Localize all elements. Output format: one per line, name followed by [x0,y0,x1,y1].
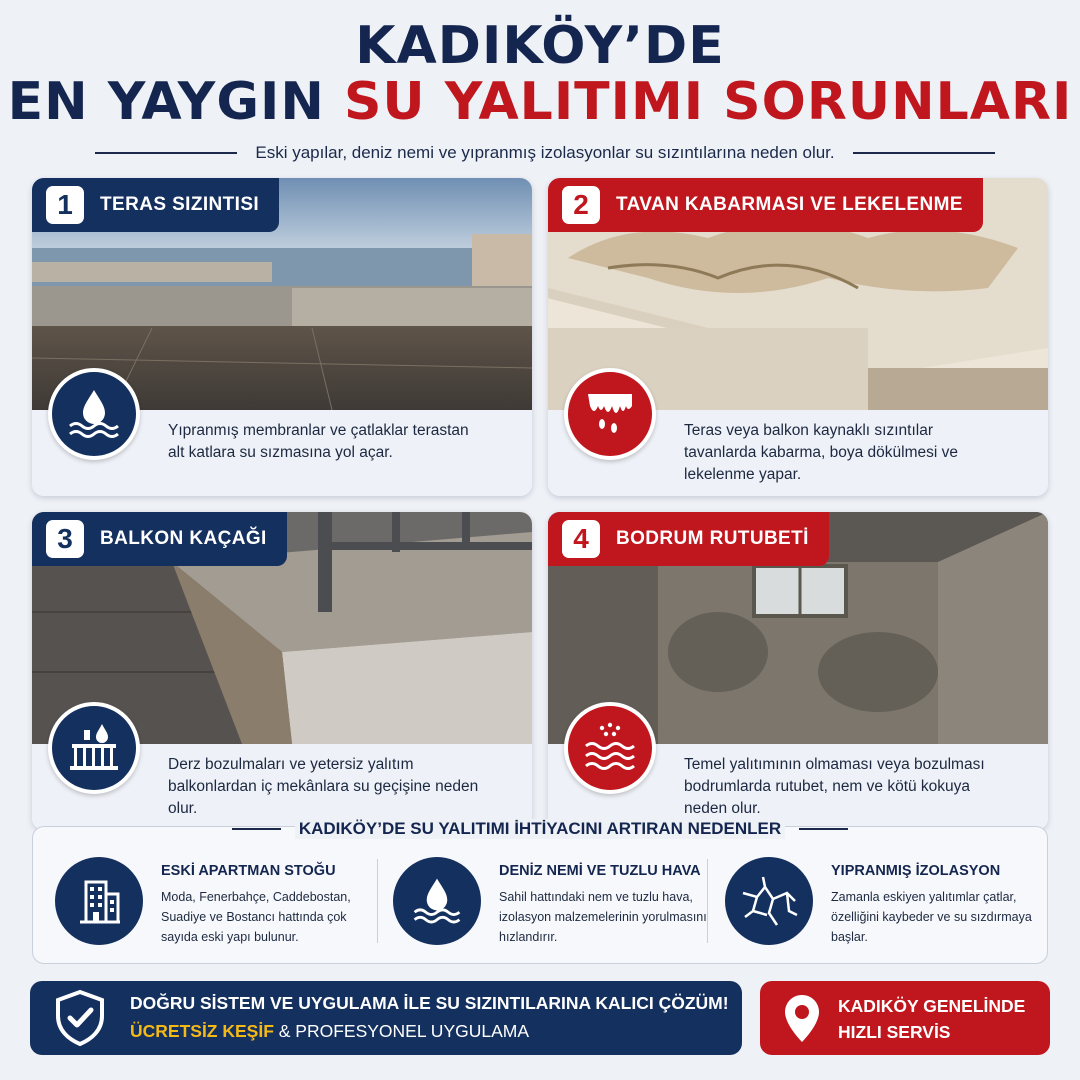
problem-card-balkon [32,512,532,830]
reason-text: Zamanla eskiyen yalıtımlar çatlar, özelliğini kaybeder ve su sızdırmaya başlar. [831,890,1032,944]
card-title: BODRUM RUTUBETİ [616,528,809,549]
card-title: TAVAN KABARMASI VE LEKELENME [616,194,963,215]
card-text: Derz bozulmaları ve yetersiz yalıtım balkonlardan iç mekânlara su geçişine neden olur. [168,756,479,817]
reason-item-izolasyon [725,857,1045,957]
subtitle-row [95,141,995,165]
cta-free-discovery: ÜCRETSİZ KEŞİF [130,1021,274,1041]
reasons-panel [32,826,1048,964]
card-number: 2 [562,186,600,224]
cta-line2 [130,1021,529,1042]
service-text [838,993,1025,1045]
apartment-building-icon [55,857,143,945]
card-badge [548,512,829,566]
card-badge [32,178,279,232]
cracked-surface-icon [725,857,813,945]
reasons-title: KADIKÖY’DE SU YALITIMI İHTİYACINI ARTIRAN NEDENLER [295,819,785,839]
card-number: 4 [562,520,600,558]
subtitle-rule-left [95,152,237,154]
cta-line2-rest: & PROFESYONEL UYGULAMA [273,1021,530,1041]
page-title-line2 [0,72,1080,132]
card-text: Teras veya balkon kaynaklı sızıntılar tavanlarda kabarma, boya dökülmesi ve lekelenme yapar. [684,422,958,483]
water-drop-waves-icon [393,857,481,945]
problem-card-bodrum [548,512,1048,830]
water-drop-waves-icon [48,368,140,460]
reason-title: ESKİ APARTMAN STOĞU [161,863,336,879]
card-text: Yıpranmış membranlar ve çatlaklar terastan alt katlara su sızmasına yol açar. [168,422,469,461]
service-line2: HIZLI SERVİS [838,1022,951,1042]
location-pin-icon [782,993,822,1050]
card-number: 1 [46,186,84,224]
subtitle: Eski yapılar, deniz nemi ve yıpranmış izolasyonlar su sızıntılarına neden olur. [255,143,835,162]
problem-card-teras [32,178,532,496]
reason-item-deniz-nemi [393,857,713,957]
card-badge [548,178,983,232]
card-number: 3 [46,520,84,558]
service-banner[interactable] [760,981,1050,1055]
reason-divider [707,859,708,943]
reason-divider [377,859,378,943]
shield-check-icon [52,989,108,1052]
reason-title: DENİZ NEMİ VE TUZLU HAVA [499,863,701,879]
problem-card-tavan [548,178,1048,496]
service-line1: KADIKÖY GENELİNDE [838,996,1026,1016]
card-title: TERAS SIZINTISI [100,194,260,215]
reason-text: Moda, Fenerbahçe, Caddebostan, Suadiye ve Bostancı hattında çok sayıda eski yapı bulunur. [161,890,351,944]
title-navy-part: EN YAYGIN [7,72,344,132]
reason-title: YIPRANMIŞ İZOLASYON [831,863,1001,879]
cta-banner[interactable] [30,981,742,1055]
subtitle-rule-right [853,152,995,154]
reasons-rule-right [799,828,848,830]
cta-line1: DOĞRU SİSTEM VE UYGULAMA İLE SU SIZINTILARINA KALICI ÇÖZÜM! [130,993,729,1013]
moisture-waves-icon [564,702,656,794]
card-text: Temel yalıtımının olmaması veya bozulması bodrumlarda rutubet, nem ve kötü kokuya neden olur. [684,756,985,817]
reason-text: Sahil hattındaki nem ve tuzlu hava, izolasyon malzemelerinin yorulmasını hızlandırır. [499,890,707,944]
page-title-line1: KADIKÖY’DE [355,16,725,76]
balcony-leak-icon [48,702,140,794]
reason-item-apartman [55,857,375,957]
reasons-title-row [232,817,848,841]
card-badge [32,512,287,566]
title-red-part: SU YALITIMI SORUNLARI [343,72,1073,132]
card-title: BALKON KAÇAĞI [100,528,267,549]
reasons-rule-left [232,828,281,830]
dripping-ceiling-icon [564,368,656,460]
